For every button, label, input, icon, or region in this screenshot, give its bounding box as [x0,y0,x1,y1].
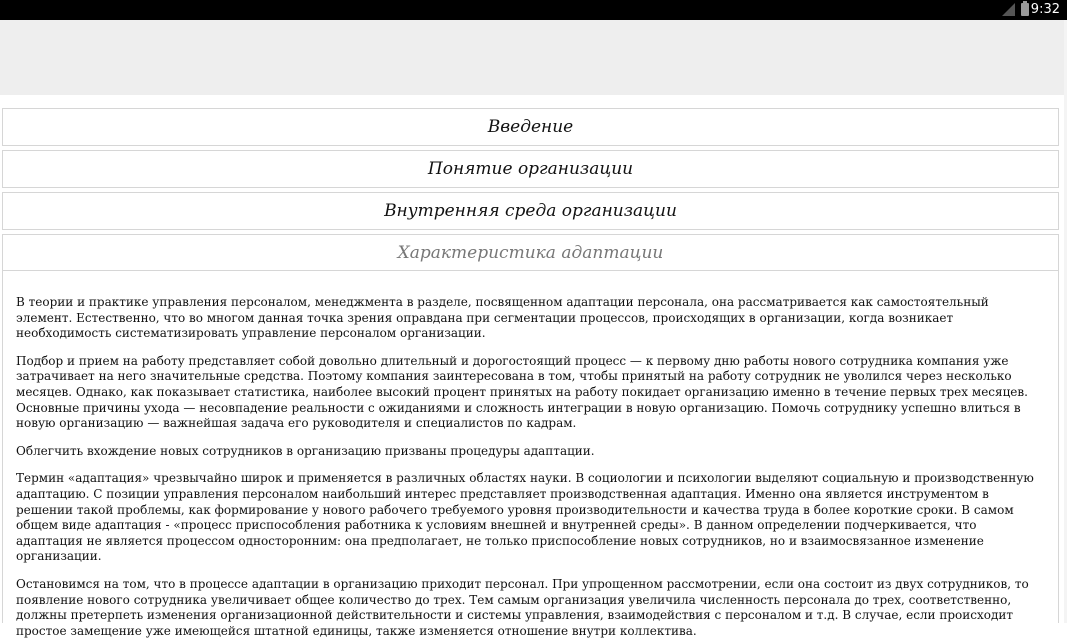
paragraph: Подбор и прием на работу представляет собой довольно длительный и дорогостоящий процесс — к первому дню работы нового сотрудника компания уже затрачивает на него значительные средства. Поэтому компания заинтересована в том, чтобы принятый на работу сотрудник не уволился через несколько месяцев. Однако, как показывает статистика, наиболее высокий процент принятых на работу покидает организацию именно в течение первых трех месяцев. Основные причины ухода — несовпадение реальности с ожиданиями и сложность интеграции в новую организацию. Помочь сотруднику успешно влиться в новую организацию — важнейшая задача его руководителя и специалистов по кадрам. [16,353,1028,431]
content-panel[interactable] [2,270,1059,638]
status-bar [0,0,1067,20]
paragraph: В теории и практике управления персоналом, менеджмента в разделе, посвященном адаптации персонала, она рассматривается как самостоятельный элемент. Естественно, что во многом данная точка зрения оправдана при сегментации процессов, происходящих в организации, когда возникает необходимость систематизировать управление персоналом организации. [16,295,989,341]
chapter-menu [2,108,1059,272]
paragraph: Облегчить вхождение новых сотрудников в организацию призваны процедуры адаптации. [16,443,595,458]
paragraph: Остановимся на том, что в процессе адаптации в организацию приходит персонал. При упрощенном рассмотрении, если она состоит из двух сотрудников, то появление нового сотрудника увеличивает общее количество до трех. Тем самым организация увеличила численность персонала до трех, соответственно, должны претерпеть изменения организационной действительности и системы управления, взаимодействия с персоналом и т.д. В случае, если происходит простое замещение уже имеющейся штатной единицы, также изменяется отношение внутри коллектива. [16,576,1029,638]
article-text [3,271,1058,639]
menu-item-organization-concept[interactable]: Понятие организации [2,150,1059,188]
paragraph: Термин «адаптация» чрезвычайно широк и применяется в различных областях науки. В социологии и психологии выделяют социальную и производственную адаптацию. С позиции управления персоналом наибольший интерес представляет производственная адаптация. Именно она является инструментом в решении такой проблемы, как формирование у нового рабочего требуемого уровня производительности и качества труда в более короткие сроки. В самом общем виде адаптация - «процесс приспособления работника к условиям внешней и внутренней среды». В данном определении подчеркивается, что адаптация не является процессом односторонним: она предполагает, не только приспособление новых сотрудников, но и взаимосвязанное изменение организации. [16,471,1034,564]
signal-icon [1002,3,1015,16]
status-time: 9:32 [1030,2,1060,17]
menu-item-internal-environment[interactable]: Внутренняя среда организации [2,192,1059,230]
menu-item-introduction[interactable]: Введение [2,108,1059,146]
battery-icon [1021,3,1029,16]
menu-item-adaptation[interactable]: Характеристика адаптации [2,234,1059,272]
action-bar [0,20,1067,95]
